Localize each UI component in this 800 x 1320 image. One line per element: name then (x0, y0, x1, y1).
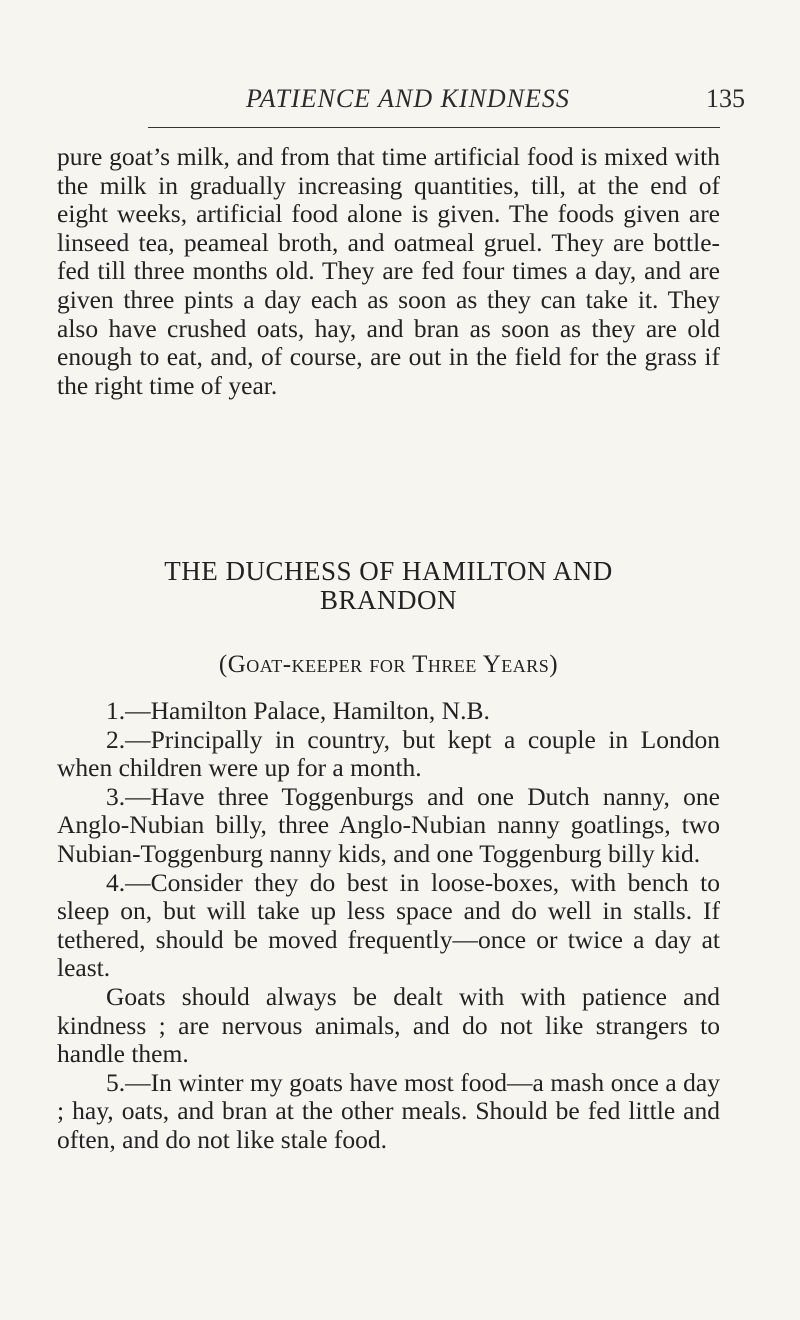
section-title-line-2: BRANDON (319, 585, 457, 615)
header-rule (148, 127, 720, 128)
answer-2: 2.—Principally in country, but kept a couple in London when children were up for a month. (57, 724, 720, 783)
page-number: 135 (706, 84, 745, 113)
intro-paragraph: pure goat’s milk, and from that time artificial food is mixed with the milk in gradually increasing quantities, till, at the end of eight weeks, artificial food alone is given. The foods given are linseed tea, peameal broth, and oatmeal gruel. They are bottle-fed till three months old. They are fed four times a day, and are given three pints a day each as soon as they can take it. They also have crushed oats, hay, and bran as soon as they are old enough to eat, and, of course, are out in the field for the grass if the right time of year. (57, 142, 720, 400)
section-title-line-1: THE DUCHESS OF HAMILTON AND (164, 556, 613, 586)
answer-1: 1.—Hamilton Palace, Hamilton, N.B. (106, 696, 490, 725)
answer-3: 3.—Have three Toggenburgs and one Dutch nanny, one Anglo-Nubian billy, three Anglo-Nubian nanny goatlings, two Nubian-Toggenburg nanny kids, and one Toggenburg billy kid. (57, 781, 720, 868)
section-subtitle: (Goat-keeper for Three Years) (218, 651, 559, 678)
answer-4-continued: Goats should always be dealt with with patience and kindness ; are nervous animals, and do not like strangers to handle them. (57, 981, 720, 1069)
answer-4: 4.—Consider they do best in loose-boxes, with bench to sleep on, but will take up less space and do well in stalls. If tethered, should be moved frequently—once or twice a day at least. (57, 867, 720, 983)
running-title: PATIENCE AND KINDNESS (246, 84, 570, 113)
intro-paragraph-block (57, 143, 720, 400)
answers-list (57, 697, 720, 1155)
section-title (57, 557, 720, 615)
answer-5: 5.—In winter my goats have most food—a mash once a day ; hay, oats, and bran at the other meals. Should be fed little and often, and do not like stale food. (57, 1067, 720, 1154)
